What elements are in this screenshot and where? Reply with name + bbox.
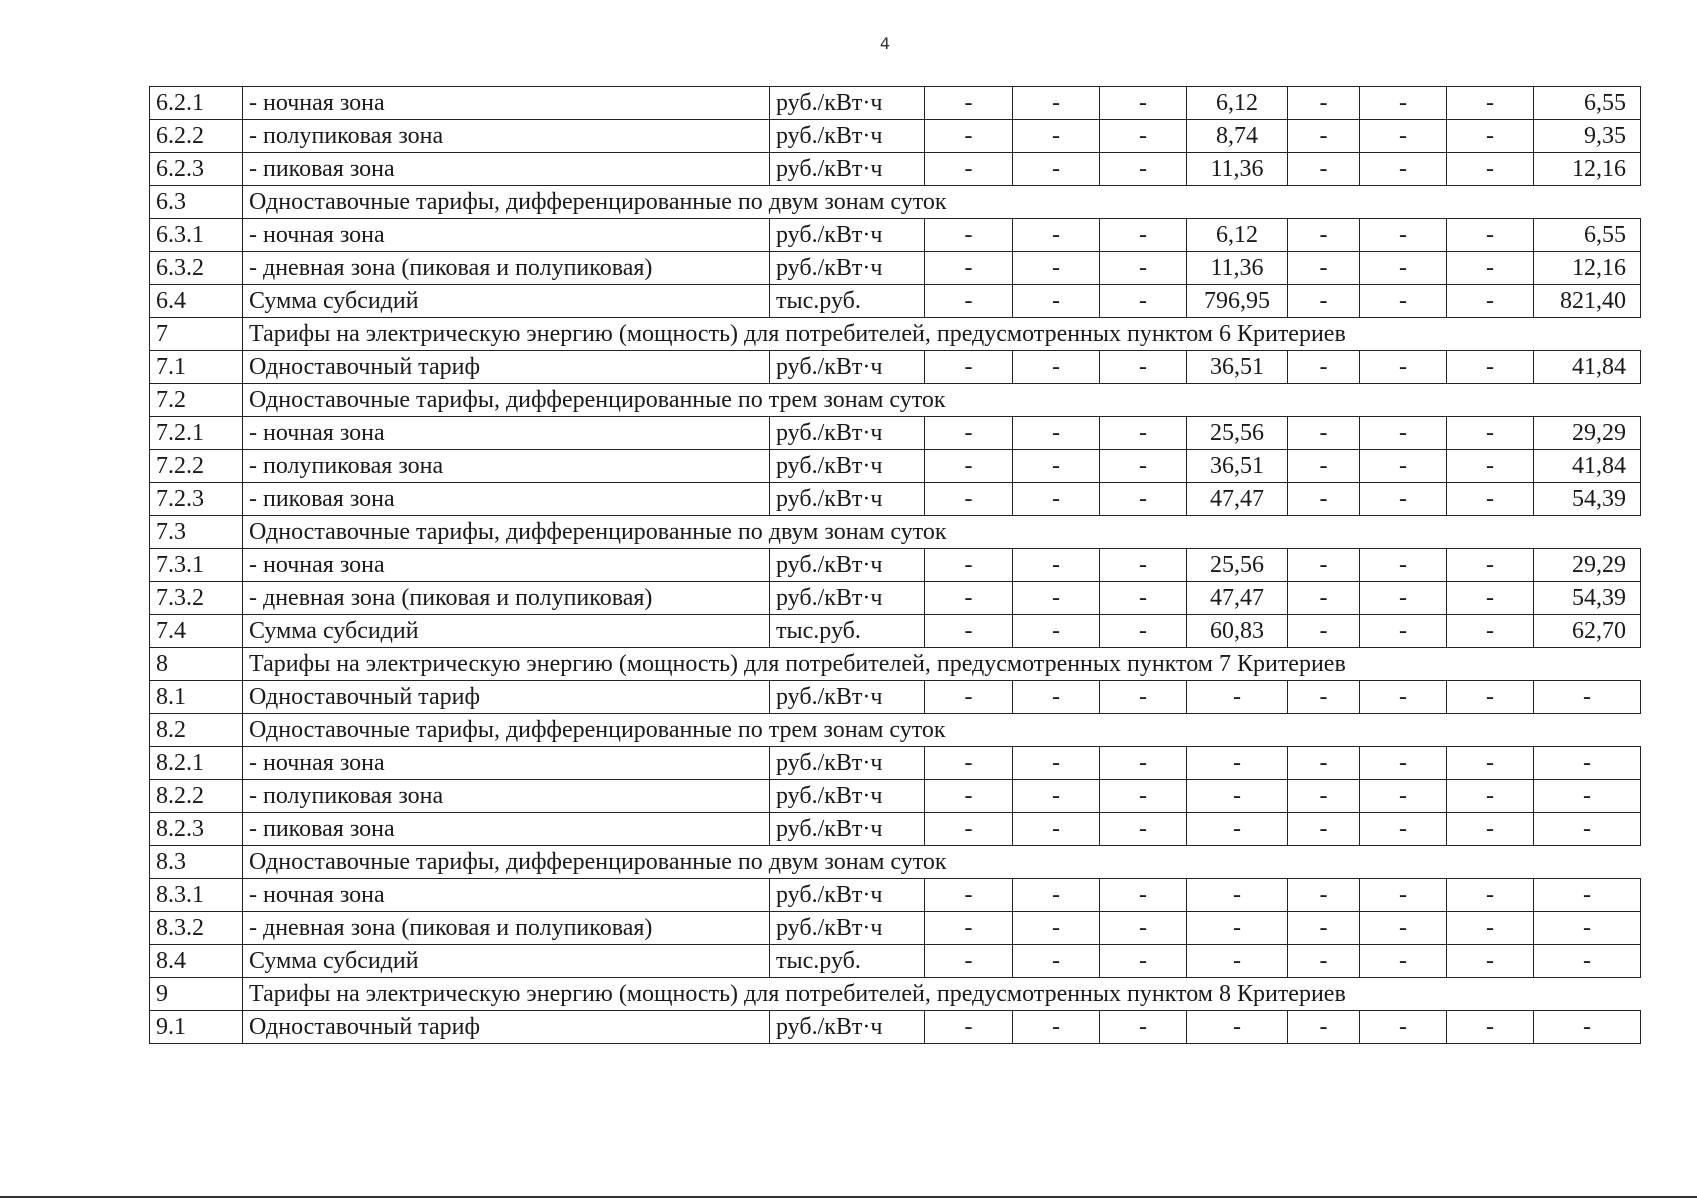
row-code: 7.3.2 [150,582,243,615]
value-cell: 6,55 [1534,219,1641,252]
value-cell: 25,56 [1187,549,1288,582]
row-code: 8.3 [150,846,243,879]
value-cell: - [1100,219,1187,252]
page-number: 4 [879,34,891,53]
value-cell: 12,16 [1534,153,1641,186]
row-code: 6.3.1 [150,219,243,252]
row-name: - ночная зона [243,417,770,450]
value-cell: - [1100,120,1187,153]
value-cell: - [925,219,1013,252]
value-cell: - [1360,945,1447,978]
table-row [150,549,1641,582]
value-cell: - [925,87,1013,120]
value-cell: - [1447,351,1534,384]
row-unit: руб./кВт·ч [770,483,925,516]
row-unit: руб./кВт·ч [770,1011,925,1044]
value-cell: - [925,450,1013,483]
row-unit: руб./кВт·ч [770,417,925,450]
row-name: - пиковая зона [243,813,770,846]
value-cell: - [1013,120,1100,153]
value-cell: 6,12 [1187,219,1288,252]
value-cell: - [1288,549,1360,582]
table-section-row [150,648,1641,681]
value-cell: - [1360,285,1447,318]
value-cell: 41,84 [1534,351,1641,384]
value-cell: - [1100,945,1187,978]
row-name: - полупиковая зона [243,780,770,813]
value-cell: - [1447,153,1534,186]
value-cell: - [1288,120,1360,153]
table-row [150,285,1641,318]
value-cell: - [1187,780,1288,813]
value-cell: 796,95 [1187,285,1288,318]
value-cell: - [1100,780,1187,813]
value-cell: - [1013,945,1100,978]
value-cell: - [925,483,1013,516]
value-cell: - [1360,912,1447,945]
value-cell: - [1447,417,1534,450]
row-unit: руб./кВт·ч [770,912,925,945]
table-row [150,87,1641,120]
value-cell: - [1288,1011,1360,1044]
value-cell: - [1447,582,1534,615]
row-unit: руб./кВт·ч [770,153,925,186]
row-code: 8.3.2 [150,912,243,945]
table-section-row [150,516,1641,549]
value-cell: - [1360,450,1447,483]
value-cell: - [1013,252,1100,285]
tariff-table [149,86,1641,1044]
value-cell: - [1534,780,1641,813]
value-cell: - [1288,417,1360,450]
row-unit: руб./кВт·ч [770,450,925,483]
row-name: - дневная зона (пиковая и полупиковая) [243,582,770,615]
value-cell: - [1447,780,1534,813]
value-cell: - [1360,120,1447,153]
value-cell: - [1013,450,1100,483]
value-cell: - [1100,912,1187,945]
value-cell: 47,47 [1187,582,1288,615]
table-row [150,780,1641,813]
value-cell: 47,47 [1187,483,1288,516]
value-cell: - [1447,945,1534,978]
row-code: 7.2.1 [150,417,243,450]
row-name: - полупиковая зона [243,450,770,483]
value-cell: - [925,912,1013,945]
row-code: 9 [150,978,243,1011]
row-unit: руб./кВт·ч [770,780,925,813]
row-code: 8.2.1 [150,747,243,780]
section-title: Одноставочные тарифы, дифференцированные по двум зонам суток [243,186,1641,219]
value-cell: - [1100,87,1187,120]
value-cell: - [1447,120,1534,153]
value-cell: - [1100,483,1187,516]
row-unit: руб./кВт·ч [770,549,925,582]
row-name: - пиковая зона [243,153,770,186]
row-name: - ночная зона [243,219,770,252]
value-cell: - [1288,450,1360,483]
table-row [150,582,1641,615]
table-row [150,252,1641,285]
value-cell: - [1360,615,1447,648]
value-cell: - [925,351,1013,384]
value-cell: 41,84 [1534,450,1641,483]
value-cell: - [1447,285,1534,318]
value-cell: - [1447,450,1534,483]
value-cell: - [1288,912,1360,945]
section-title: Тарифы на электрическую энергию (мощность) для потребителей, предусмотренных пунктом 6 Критериев [243,318,1641,351]
value-cell: - [1288,879,1360,912]
table-row [150,417,1641,450]
value-cell: - [1100,681,1187,714]
value-cell: - [1360,879,1447,912]
row-name: Одноставочный тариф [243,681,770,714]
value-cell: - [1288,780,1360,813]
table-row [150,1011,1641,1044]
value-cell: - [1100,417,1187,450]
table-row [150,945,1641,978]
value-cell: 11,36 [1187,252,1288,285]
value-cell: - [925,549,1013,582]
row-unit: руб./кВт·ч [770,879,925,912]
value-cell: 25,56 [1187,417,1288,450]
value-cell: - [1360,780,1447,813]
row-unit: руб./кВт·ч [770,582,925,615]
value-cell: - [1288,285,1360,318]
value-cell: - [1288,252,1360,285]
value-cell: - [1013,219,1100,252]
row-name: Одноставочный тариф [243,351,770,384]
value-cell: - [1360,153,1447,186]
value-cell: - [925,417,1013,450]
row-name: - дневная зона (пиковая и полупиковая) [243,912,770,945]
value-cell: - [1534,879,1641,912]
value-cell: - [925,252,1013,285]
value-cell: - [925,153,1013,186]
section-title: Одноставочные тарифы, дифференцированные по двум зонам суток [243,516,1641,549]
value-cell: 36,51 [1187,450,1288,483]
table-section-row [150,186,1641,219]
value-cell: - [1013,912,1100,945]
value-cell: - [1360,417,1447,450]
table-row [150,813,1641,846]
row-code: 8.1 [150,681,243,714]
value-cell: - [1360,351,1447,384]
value-cell: - [1013,87,1100,120]
value-cell: - [1360,813,1447,846]
value-cell: - [1288,813,1360,846]
value-cell: - [1360,681,1447,714]
value-cell: - [1288,615,1360,648]
value-cell: - [1534,813,1641,846]
value-cell: 54,39 [1534,483,1641,516]
table-section-row [150,846,1641,879]
value-cell: - [1288,681,1360,714]
row-name: - ночная зона [243,87,770,120]
value-cell: - [1360,252,1447,285]
value-cell: - [1100,450,1187,483]
value-cell: - [925,285,1013,318]
value-cell: - [1534,945,1641,978]
value-cell: - [1447,912,1534,945]
row-code: 6.3 [150,186,243,219]
table-row [150,747,1641,780]
value-cell: - [1447,219,1534,252]
row-unit: тыс.руб. [770,285,925,318]
value-cell: 12,16 [1534,252,1641,285]
table-row [150,219,1641,252]
table-row [150,153,1641,186]
row-code: 7.2 [150,384,243,417]
row-unit: руб./кВт·ч [770,351,925,384]
value-cell: - [1447,747,1534,780]
row-name: Одноставочный тариф [243,1011,770,1044]
row-code: 7.2.2 [150,450,243,483]
row-unit: руб./кВт·ч [770,87,925,120]
row-code: 8.2 [150,714,243,747]
value-cell: - [1100,879,1187,912]
value-cell: - [1288,87,1360,120]
section-title: Одноставочные тарифы, дифференцированные по трем зонам суток [243,384,1641,417]
row-name: Сумма субсидий [243,285,770,318]
value-cell: - [1288,153,1360,186]
value-cell: - [1013,879,1100,912]
row-code: 6.4 [150,285,243,318]
value-cell: 29,29 [1534,417,1641,450]
value-cell: - [1187,1011,1288,1044]
table-row [150,879,1641,912]
value-cell: - [1288,747,1360,780]
row-unit: руб./кВт·ч [770,252,925,285]
value-cell: - [1013,549,1100,582]
table-section-row [150,384,1641,417]
value-cell: 6,12 [1187,87,1288,120]
value-cell: - [1013,153,1100,186]
row-code: 6.3.2 [150,252,243,285]
row-unit: руб./кВт·ч [770,681,925,714]
row-name: - ночная зона [243,879,770,912]
value-cell: 54,39 [1534,582,1641,615]
section-title: Тарифы на электрическую энергию (мощность) для потребителей, предусмотренных пунктом 8 Критериев [243,978,1641,1011]
table-section-row [150,318,1641,351]
value-cell: 60,83 [1187,615,1288,648]
row-name: - пиковая зона [243,483,770,516]
section-title: Одноставочные тарифы, дифференцированные по двум зонам суток [243,846,1641,879]
table-row [150,912,1641,945]
table-row [150,681,1641,714]
row-name: Сумма субсидий [243,615,770,648]
row-code: 7.4 [150,615,243,648]
value-cell: - [1013,681,1100,714]
value-cell: - [925,681,1013,714]
value-cell: - [1447,549,1534,582]
value-cell: - [1100,285,1187,318]
value-cell: - [1187,747,1288,780]
value-cell: - [1360,747,1447,780]
value-cell: - [925,780,1013,813]
row-name: - полупиковая зона [243,120,770,153]
row-code: 8.4 [150,945,243,978]
row-unit: тыс.руб. [770,615,925,648]
page-bottom-edge [0,1196,1697,1198]
value-cell: 8,74 [1187,120,1288,153]
row-unit: руб./кВт·ч [770,120,925,153]
value-cell: 9,35 [1534,120,1641,153]
row-code: 7 [150,318,243,351]
value-cell: - [1360,219,1447,252]
row-code: 7.2.3 [150,483,243,516]
value-cell: - [1187,813,1288,846]
value-cell: - [925,582,1013,615]
row-name: Сумма субсидий [243,945,770,978]
row-code: 8 [150,648,243,681]
value-cell: - [925,945,1013,978]
value-cell: 36,51 [1187,351,1288,384]
value-cell: - [925,879,1013,912]
value-cell: - [1187,945,1288,978]
row-unit: руб./кВт·ч [770,219,925,252]
value-cell: - [1288,582,1360,615]
row-name: - ночная зона [243,549,770,582]
value-cell: - [1013,780,1100,813]
value-cell: - [1360,483,1447,516]
row-code: 6.2.1 [150,87,243,120]
value-cell: - [1013,285,1100,318]
row-code: 7.1 [150,351,243,384]
value-cell: - [1447,252,1534,285]
value-cell: - [1447,1011,1534,1044]
row-code: 6.2.2 [150,120,243,153]
table-row [150,483,1641,516]
value-cell: - [925,120,1013,153]
value-cell: - [1100,153,1187,186]
value-cell: - [925,1011,1013,1044]
value-cell: - [1288,945,1360,978]
table-row [150,120,1641,153]
value-cell: - [1013,615,1100,648]
value-cell: - [925,615,1013,648]
table-section-row [150,978,1641,1011]
value-cell: - [1447,813,1534,846]
value-cell: - [1447,87,1534,120]
section-title: Одноставочные тарифы, дифференцированные по трем зонам суток [243,714,1641,747]
value-cell: 29,29 [1534,549,1641,582]
value-cell: - [1447,681,1534,714]
row-unit: тыс.руб. [770,945,925,978]
value-cell: - [1534,681,1641,714]
row-code: 7.3 [150,516,243,549]
row-code: 7.3.1 [150,549,243,582]
row-code: 6.2.3 [150,153,243,186]
value-cell: - [1360,1011,1447,1044]
row-name: - ночная зона [243,747,770,780]
row-unit: руб./кВт·ч [770,747,925,780]
value-cell: - [1360,87,1447,120]
value-cell: - [1534,747,1641,780]
row-code: 9.1 [150,1011,243,1044]
value-cell: - [1534,1011,1641,1044]
row-name: - дневная зона (пиковая и полупиковая) [243,252,770,285]
value-cell: - [925,813,1013,846]
value-cell: - [1013,417,1100,450]
value-cell: - [1013,483,1100,516]
value-cell: - [1013,747,1100,780]
value-cell: - [1447,483,1534,516]
value-cell: - [1187,912,1288,945]
value-cell: - [1100,747,1187,780]
value-cell: - [1360,549,1447,582]
row-unit: руб./кВт·ч [770,813,925,846]
table-section-row [150,714,1641,747]
value-cell: 11,36 [1187,153,1288,186]
value-cell: 62,70 [1534,615,1641,648]
section-title: Тарифы на электрическую энергию (мощность) для потребителей, предусмотренных пунктом 7 Критериев [243,648,1641,681]
value-cell: - [1534,912,1641,945]
value-cell: - [1288,219,1360,252]
value-cell: - [1187,879,1288,912]
value-cell: - [1447,615,1534,648]
value-cell: - [1013,351,1100,384]
table-row [150,351,1641,384]
value-cell: - [1100,813,1187,846]
value-cell: - [1013,1011,1100,1044]
value-cell: - [1013,582,1100,615]
table-row [150,615,1641,648]
row-code: 8.2.2 [150,780,243,813]
value-cell: - [1360,582,1447,615]
value-cell: - [925,747,1013,780]
value-cell: - [1447,879,1534,912]
value-cell: 821,40 [1534,285,1641,318]
value-cell: - [1288,483,1360,516]
value-cell: 6,55 [1534,87,1641,120]
table-row [150,450,1641,483]
value-cell: - [1100,252,1187,285]
row-code: 8.3.1 [150,879,243,912]
value-cell: - [1100,615,1187,648]
value-cell: - [1100,1011,1187,1044]
value-cell: - [1288,351,1360,384]
value-cell: - [1100,582,1187,615]
value-cell: - [1100,549,1187,582]
value-cell: - [1187,681,1288,714]
row-code: 8.2.3 [150,813,243,846]
value-cell: - [1100,351,1187,384]
value-cell: - [1013,813,1100,846]
